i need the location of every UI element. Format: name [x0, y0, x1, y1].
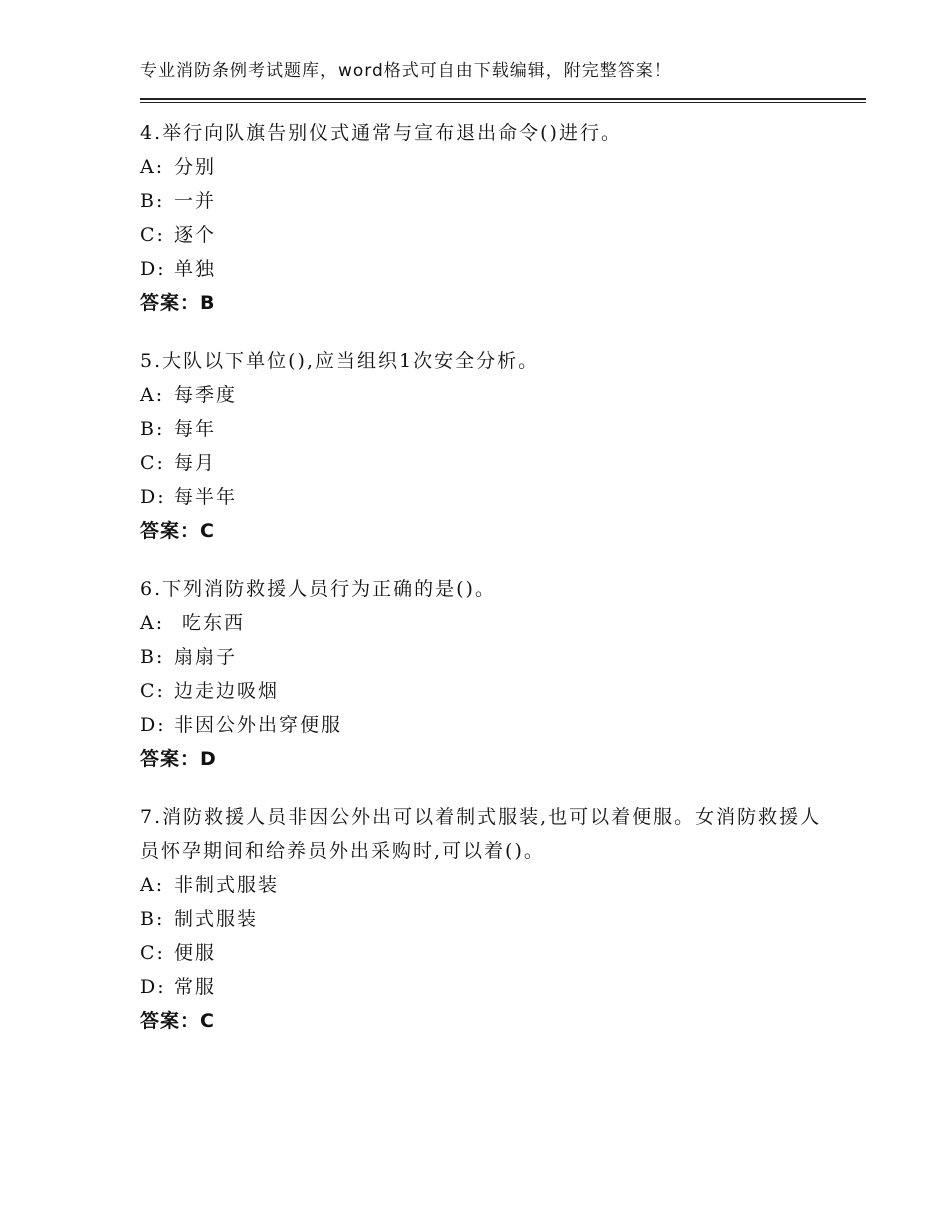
- option-c: [140, 218, 830, 252]
- option-b: [140, 640, 830, 674]
- option-text: 每月: [174, 452, 217, 474]
- question-4: [140, 116, 830, 320]
- option-text: 便服: [174, 942, 217, 964]
- page-header: 专业消防条例考试题库，word格式可自由下载编辑，附完整答案！: [140, 61, 672, 81]
- option-key: C:: [140, 680, 165, 702]
- option-text: 制式服装: [174, 908, 259, 930]
- option-key: A:: [140, 156, 165, 178]
- answer-value: D: [200, 748, 217, 770]
- option-key: B:: [140, 190, 165, 212]
- option-d: [140, 970, 830, 1004]
- option-text: 吃东西: [174, 612, 246, 634]
- option-text: 边走边吸烟: [174, 680, 280, 702]
- option-text: 每半年: [174, 486, 238, 508]
- answer-line: [140, 1004, 830, 1038]
- option-a: [140, 868, 830, 902]
- option-text: 非制式服装: [174, 874, 280, 896]
- option-d: [140, 480, 830, 514]
- header-divider-thick: [140, 98, 866, 100]
- header-divider-thin: [140, 102, 866, 103]
- option-d: [140, 708, 830, 742]
- answer-label: 答案：: [140, 1010, 201, 1032]
- answer-line: [140, 742, 830, 776]
- question-text: 5.大队以下单位(),应当组织1次安全分析。: [140, 350, 540, 372]
- option-b: [140, 902, 830, 936]
- question-7: [140, 800, 830, 1038]
- option-b: [140, 184, 830, 218]
- option-text: 非因公外出穿便服: [174, 714, 343, 736]
- option-c: [140, 936, 830, 970]
- option-key: A:: [140, 384, 165, 406]
- option-a: [140, 150, 830, 184]
- answer-label: 答案：: [140, 520, 201, 542]
- answer-line: [140, 514, 830, 548]
- option-key: A:: [140, 612, 165, 634]
- option-a: [140, 606, 830, 640]
- answer-value: C: [200, 520, 215, 542]
- question-text: 4.举行向队旗告别仪式通常与宣布退出命令()进行。: [140, 122, 622, 144]
- option-key: C:: [140, 942, 165, 964]
- option-a: [140, 378, 830, 412]
- question-text: 6.下列消防救援人员行为正确的是()。: [140, 578, 496, 600]
- option-text: 每年: [174, 418, 217, 440]
- answer-label: 答案：: [140, 292, 201, 314]
- option-key: D:: [140, 714, 166, 736]
- option-text: 一并: [174, 190, 217, 212]
- option-key: A:: [140, 874, 165, 896]
- option-c: [140, 674, 830, 708]
- option-text: 分别: [174, 156, 217, 178]
- option-text: 每季度: [174, 384, 238, 406]
- option-key: C:: [140, 224, 165, 246]
- question-6: [140, 572, 830, 776]
- question-text: 7.消防救援人员非因公外出可以着制式服装,也可以着便服。女消防救援人员怀孕期间和给养员外出采购时,可以着()。: [140, 806, 822, 862]
- answer-line: [140, 286, 830, 320]
- option-text: 逐个: [174, 224, 217, 246]
- option-key: D:: [140, 976, 166, 998]
- option-text: 单独: [174, 258, 217, 280]
- option-d: [140, 252, 830, 286]
- question-5: [140, 344, 830, 548]
- option-key: D:: [140, 258, 166, 280]
- answer-value: B: [200, 292, 216, 314]
- option-key: B:: [140, 418, 165, 440]
- option-c: [140, 446, 830, 480]
- option-key: B:: [140, 908, 165, 930]
- option-key: C:: [140, 452, 165, 474]
- question-list: [140, 116, 830, 1062]
- option-text: 常服: [174, 976, 217, 998]
- answer-label: 答案：: [140, 748, 201, 770]
- answer-value: C: [200, 1010, 215, 1032]
- option-text: 扇扇子: [174, 646, 238, 668]
- option-key: D:: [140, 486, 166, 508]
- option-b: [140, 412, 830, 446]
- option-key: B:: [140, 646, 165, 668]
